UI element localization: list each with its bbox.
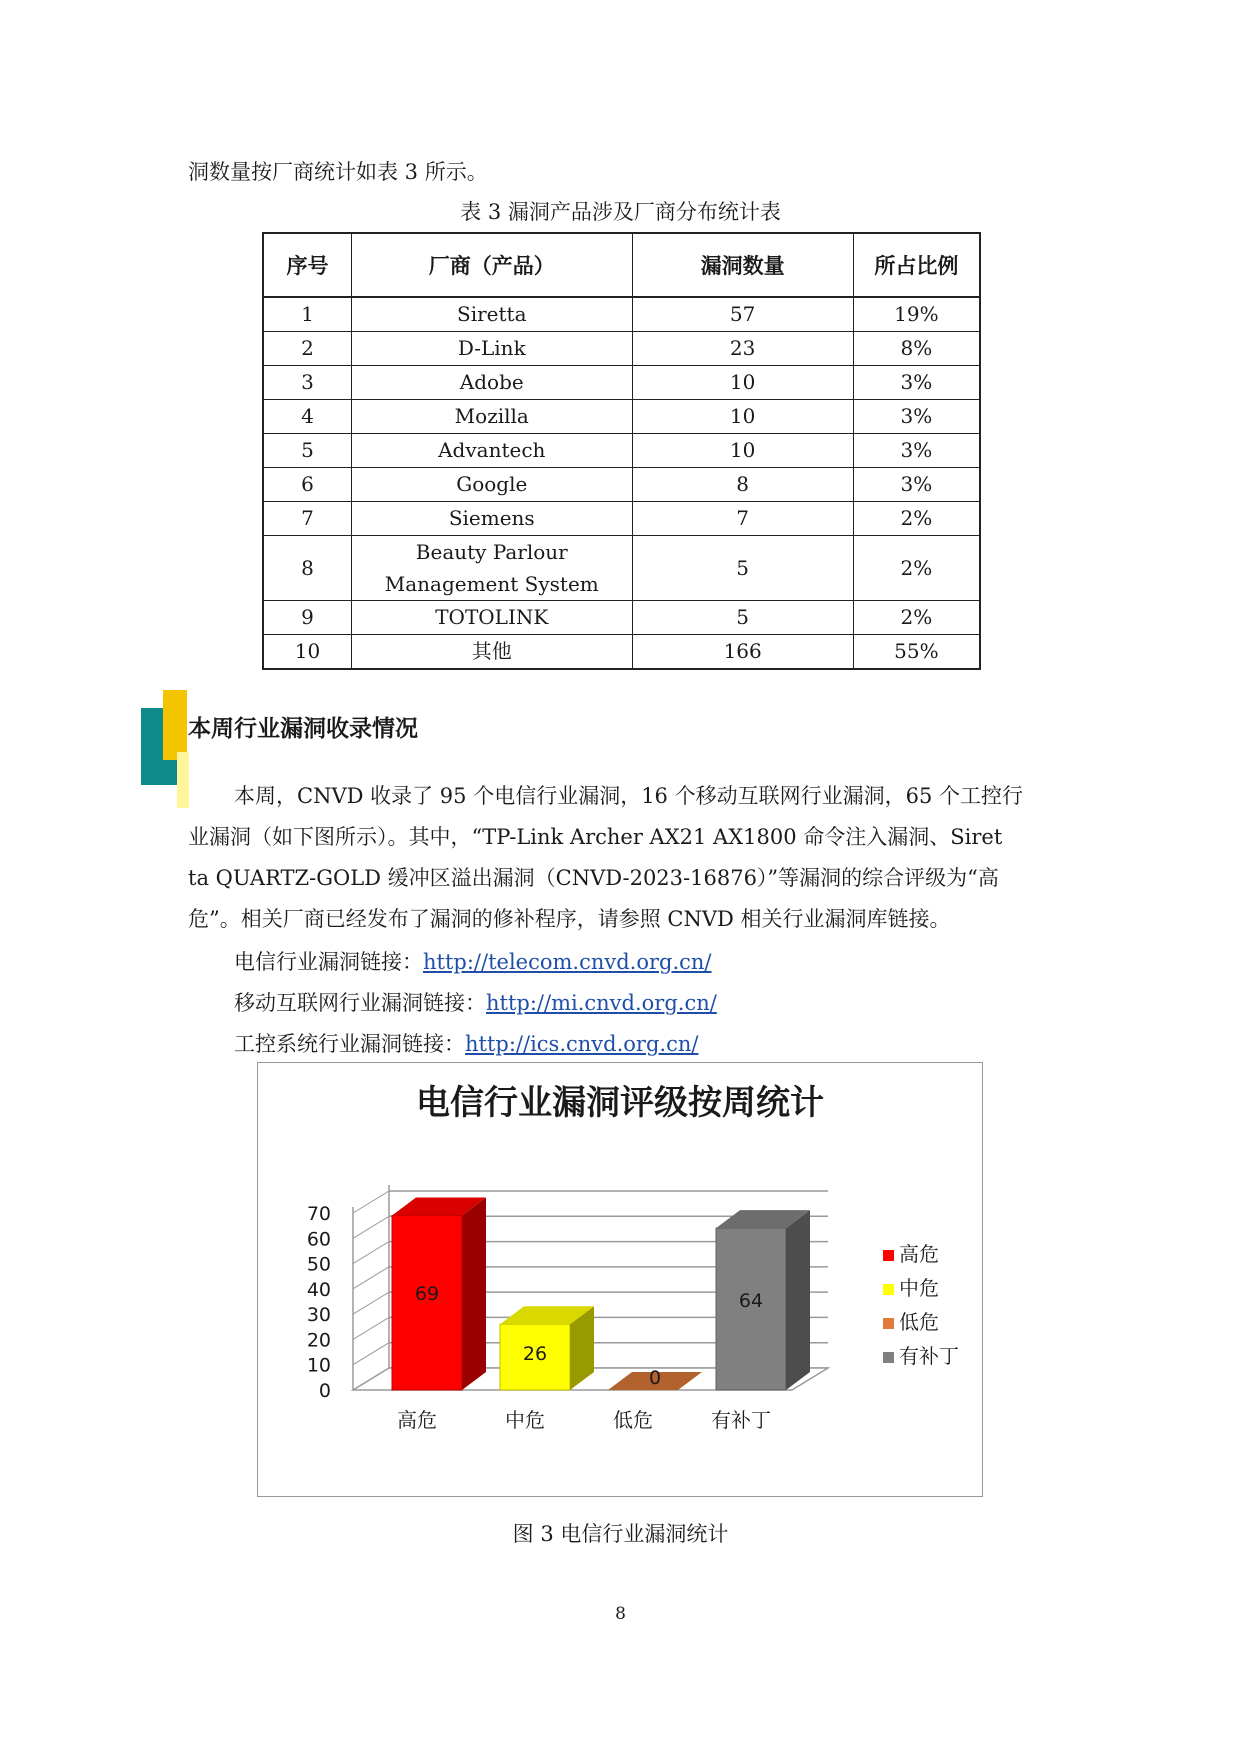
cell-ratio: 2% <box>853 536 980 601</box>
legend-swatch <box>883 1352 894 1363</box>
gridline-side <box>353 1216 389 1238</box>
gridline-side <box>353 1343 389 1365</box>
paragraph-line: 危”。相关厂商已经发布了漏洞的修补程序，请参照 CNVD 相关行业漏洞库链接。 <box>188 907 951 931</box>
cell-ratio: 3% <box>853 434 980 468</box>
cell-ratio: 19% <box>853 297 980 332</box>
page-number: 8 <box>615 1604 626 1624</box>
data-label: 26 <box>522 1342 548 1365</box>
vulnerability-rating-chart <box>258 1063 982 1496</box>
header-vendor: 厂商（产品） <box>351 233 632 297</box>
paragraph-line: 本周，CNVD 收录了 95 个电信行业漏洞，16 个移动互联网行业漏洞，65 个工控行 <box>234 784 1023 808</box>
cell-no: 3 <box>263 366 351 400</box>
cell-vendor-line2: Management System <box>384 572 599 596</box>
y-tick-label: 40 <box>306 1278 331 1301</box>
header-no: 序号 <box>263 233 351 297</box>
link-line-mobile <box>234 987 717 1017</box>
y-tick-label: 30 <box>306 1304 331 1327</box>
cell-vendor: Siretta <box>351 297 632 332</box>
y-tick-label: 50 <box>306 1253 331 1276</box>
cell-no: 2 <box>263 332 351 366</box>
figure-caption: 图 3 电信行业漏洞统计 <box>512 1522 729 1546</box>
cell-count: 8 <box>632 468 853 502</box>
chart-frame <box>257 1062 983 1497</box>
x-tick-label: 高危 <box>397 1408 437 1432</box>
cell-ratio: 2% <box>853 502 980 536</box>
ics-link[interactable]: http://ics.cnvd.org.cn/ <box>465 1032 699 1056</box>
link-label: 工控系统行业漏洞链接： <box>234 1032 465 1056</box>
paragraph-line: 业漏洞（如下图所示）。其中，“TP-Link Archer AX21 AX1800 命令注入漏洞、Siret <box>188 825 1003 849</box>
legend-swatch <box>883 1250 894 1261</box>
chart-title: 电信行业漏洞评级按周统计 <box>416 1083 824 1123</box>
legend-swatch <box>883 1284 894 1295</box>
cell-no: 5 <box>263 434 351 468</box>
section-title: 本周行业漏洞收录情况 <box>188 716 418 742</box>
cell-vendor-line1: Beauty Parlour <box>415 540 568 564</box>
cell-count: 5 <box>632 536 853 601</box>
cell-count: 10 <box>632 434 853 468</box>
table-row <box>263 635 980 670</box>
link-line-ics <box>234 1028 698 1058</box>
mobile-link[interactable]: http://mi.cnvd.org.cn/ <box>486 991 717 1015</box>
vendor-table <box>262 232 981 670</box>
cell-count: 57 <box>632 297 853 332</box>
table-row <box>263 601 980 635</box>
cell-vendor: TOTOLINK <box>351 601 632 635</box>
cell-vendor <box>351 536 632 601</box>
gridline-side <box>353 1242 389 1264</box>
data-label: 64 <box>738 1289 764 1312</box>
gridline-side <box>353 1292 389 1314</box>
telecom-link[interactable]: http://telecom.cnvd.org.cn/ <box>423 950 712 974</box>
legend-label: 中危 <box>899 1276 939 1300</box>
x-tick-label: 中危 <box>505 1408 545 1432</box>
table-header-row <box>263 233 980 297</box>
cell-ratio: 8% <box>853 332 980 366</box>
table-row <box>263 297 980 332</box>
cell-count: 5 <box>632 601 853 635</box>
data-label: 0 <box>648 1367 662 1389</box>
bar-side <box>786 1210 810 1390</box>
paragraph-line: ta QUARTZ-GOLD 缓冲区溢出漏洞（CNVD-2023-16876）”等漏洞的综合评级为“高 <box>188 866 999 890</box>
y-tick-label: 20 <box>306 1329 331 1352</box>
cell-no: 1 <box>263 297 351 332</box>
cell-vendor: D-Link <box>351 332 632 366</box>
cell-vendor: Advantech <box>351 434 632 468</box>
cell-ratio: 2% <box>853 601 980 635</box>
y-tick-label: 10 <box>306 1354 331 1377</box>
cell-ratio: 55% <box>853 635 980 670</box>
table-row <box>263 332 980 366</box>
header-count: 漏洞数量 <box>632 233 853 297</box>
cell-no: 9 <box>263 601 351 635</box>
cell-no: 8 <box>263 536 351 601</box>
x-tick-label: 低危 <box>613 1408 653 1432</box>
cell-no: 6 <box>263 468 351 502</box>
y-tick-label: 60 <box>306 1228 331 1251</box>
legend-swatch <box>883 1318 894 1329</box>
cell-no: 4 <box>263 400 351 434</box>
link-line-telecom <box>234 946 712 976</box>
y-tick-label: 0 <box>318 1380 331 1402</box>
bar-side <box>462 1198 486 1390</box>
cell-ratio: 3% <box>853 400 980 434</box>
cell-ratio: 3% <box>853 468 980 502</box>
x-tick-label: 有补丁 <box>711 1408 771 1432</box>
cell-vendor: Siemens <box>351 502 632 536</box>
table-caption: 表 3 漏洞产品涉及厂商分布统计表 <box>460 200 781 224</box>
cell-count: 10 <box>632 400 853 434</box>
gridline-side <box>353 1317 389 1339</box>
table-row <box>263 400 980 434</box>
table-row <box>263 536 980 601</box>
cell-ratio: 3% <box>853 366 980 400</box>
cell-count: 7 <box>632 502 853 536</box>
cell-vendor: Google <box>351 468 632 502</box>
table-row <box>263 468 980 502</box>
cell-vendor: Adobe <box>351 366 632 400</box>
table-row <box>263 434 980 468</box>
link-label: 移动互联网行业漏洞链接： <box>234 991 486 1015</box>
table-row <box>263 502 980 536</box>
link-label: 电信行业漏洞链接： <box>234 950 423 974</box>
legend-label: 有补丁 <box>899 1344 959 1368</box>
cell-no: 7 <box>263 502 351 536</box>
section-paragraph <box>188 776 1054 940</box>
cell-vendor: 其他 <box>351 635 632 670</box>
data-label: 69 <box>414 1283 440 1306</box>
table-row <box>263 366 980 400</box>
y-tick-label: 70 <box>306 1203 331 1225</box>
cell-vendor: Mozilla <box>351 400 632 434</box>
cell-count: 166 <box>632 635 853 670</box>
cell-count: 10 <box>632 366 853 400</box>
header-ratio: 所占比例 <box>853 233 980 297</box>
gridline-side <box>353 1267 389 1289</box>
gridline-side <box>353 1191 389 1213</box>
lead-text: 洞数量按厂商统计如表 3 所示。 <box>188 160 488 184</box>
cell-no: 10 <box>263 635 351 670</box>
cell-count: 23 <box>632 332 853 366</box>
legend-label: 低危 <box>899 1310 939 1334</box>
legend-label: 高危 <box>899 1242 939 1266</box>
